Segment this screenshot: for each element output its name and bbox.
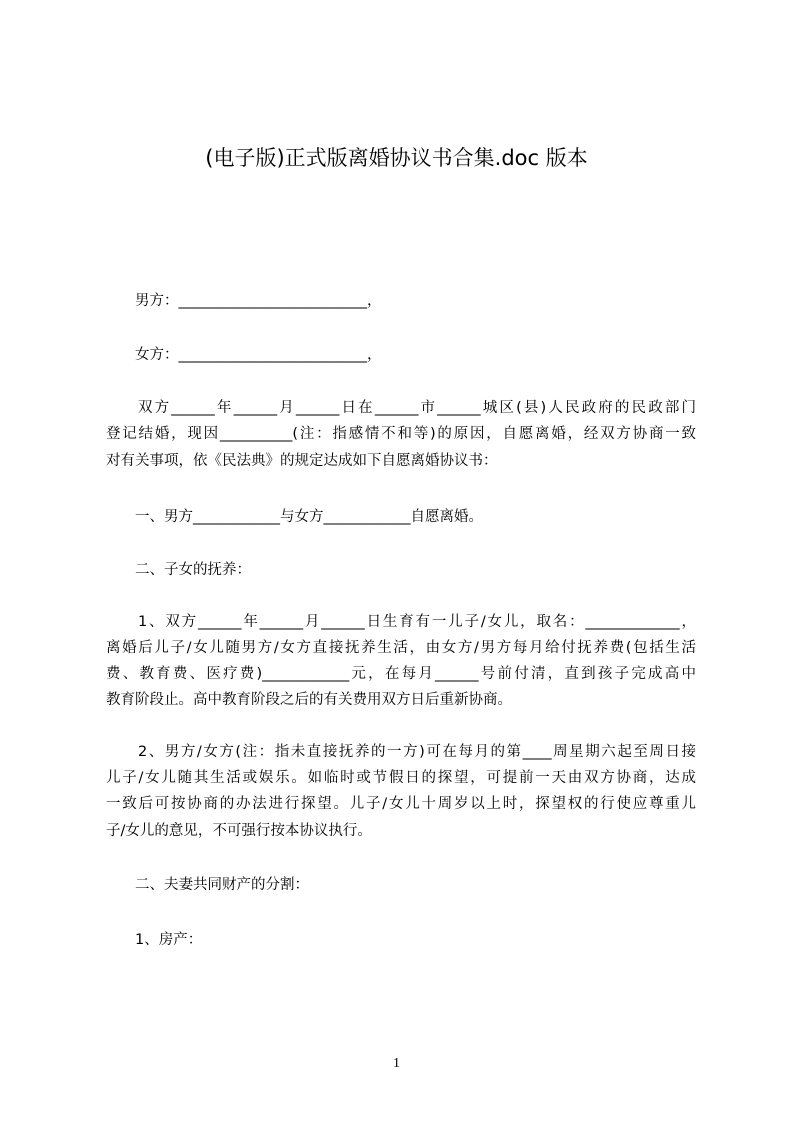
visitation-line: 2、男方/女方(注：指未直接抚养的一方)可在每月的第____周星期六起至周日接	[138, 744, 696, 760]
female-party-line: 女方：__________________________，	[135, 347, 382, 363]
preamble-line: 登记结婚，现因__________(注：指感情不和等)的原因，自愿离婚，经双方协商一致	[106, 426, 696, 442]
visitation-line: 子/女儿的意见，不可强行按本协议执行。	[106, 823, 372, 839]
section-heading-property: 二、夫妻共同财产的分割：	[135, 877, 309, 893]
child-support-line: 离婚后儿子/女儿随男方/女方直接抚养生活，由女方/男方每月给付抚养费(包括生活	[106, 640, 696, 656]
document-title: (电子版)正式版离婚协议书合集.doc 版本	[205, 146, 588, 170]
male-party-line: 男方：__________________________，	[135, 293, 382, 309]
preamble-line: 对有关事项，依《民法典》的规定达成如下自愿离婚协议书：	[106, 453, 498, 469]
preamble-line: 双方______年______月______日在______市______城区(县)人民政府的民政部门	[138, 400, 696, 416]
visitation-line: 儿子/女儿随其生活或娱乐。如临时或节假日的探望，可提前一天由双方协商，达成	[106, 770, 696, 786]
visitation-line: 一致后可按协商的办法进行探望。儿子/女儿十周岁以上时，探望权的行使应尊重儿	[106, 796, 696, 812]
child-support-line: 教育阶段止。高中教育阶段之后的有关费用双方日后重新协商。	[106, 692, 512, 708]
property-item-housing: 1、房产：	[135, 932, 203, 948]
child-support-line: 1、双方______年______月______日生育有一儿子/女儿，取名：_____________，	[138, 614, 696, 630]
section-heading-children: 二、子女的抚养：	[135, 562, 251, 578]
clause-1: 一、男方____________与女方____________自愿离婚。	[135, 509, 483, 525]
child-support-line: 费、教育费、医疗费)____________元，在每月______号前付清，直到孩子完成高中	[106, 666, 696, 682]
page-number: 1	[393, 1056, 400, 1071]
